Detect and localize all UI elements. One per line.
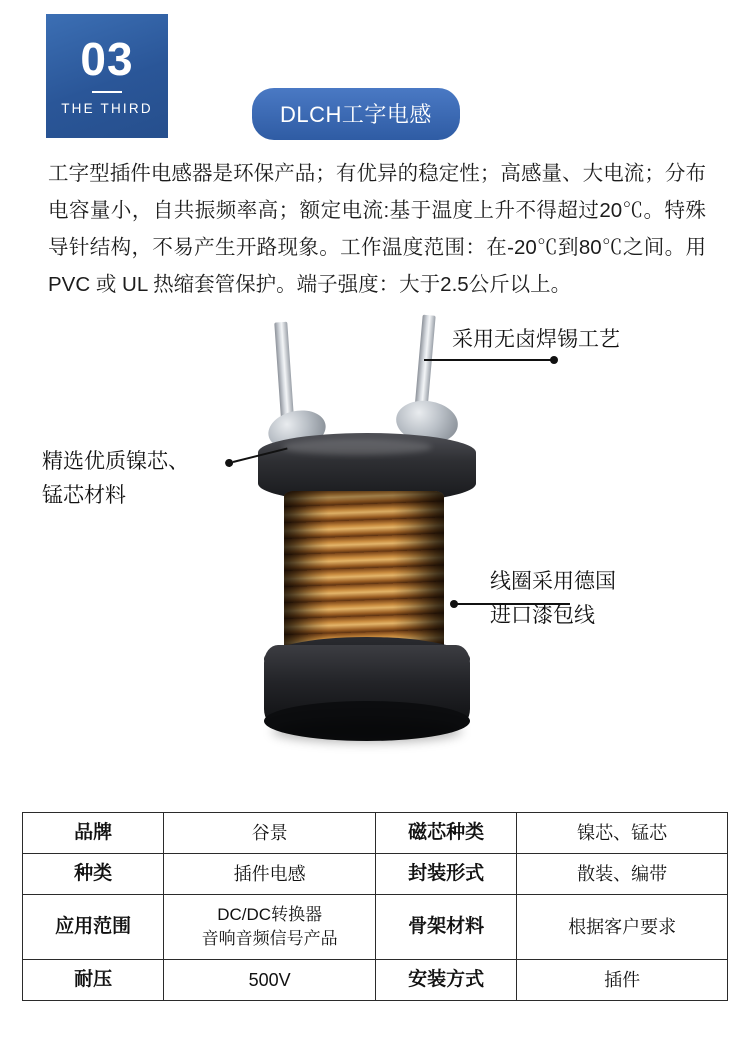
spec-value: 镍芯、锰芯: [517, 813, 728, 854]
spec-key: 耐压: [23, 960, 164, 1001]
spec-key: 磁芯种类: [376, 813, 517, 854]
spec-value: 谷景: [164, 813, 376, 854]
section-number-badge: [46, 14, 168, 138]
spec-value: DC/DC转换器 音响音频信号产品: [164, 895, 376, 960]
callout-right-line2: 进口漆包线: [490, 604, 595, 627]
spec-key: 骨架材料: [376, 895, 517, 960]
callout-left: [42, 445, 189, 513]
table-row: [23, 895, 728, 960]
callout-left-line2: 锰芯材料: [42, 484, 126, 507]
spec-key: 安装方式: [376, 960, 517, 1001]
intro-paragraph: 工字型插件电感器是环保产品；有优异的稳定性；高感量、大电流；分布电容量小，自共振频率高；额定电流:基于温度上升不得超过20℃。特殊导针结构，不易产生开路现象。工作温度范围：在-20℃到80℃之间。用 PVC 或 UL 热缩套管保护。端子强度：大于2.5公斤以上。: [48, 162, 706, 296]
spec-value: 根据客户要求: [517, 895, 728, 960]
callout-right-line1: 线圈采用德国: [490, 570, 616, 593]
spec-key: 应用范围: [23, 895, 164, 960]
spec-value: 500V: [164, 960, 376, 1001]
spec-table: [22, 812, 728, 1001]
spec-table-wrapper: [22, 812, 728, 1001]
callout-top-right: 采用无卤焊锡工艺: [452, 328, 620, 351]
table-row: [23, 854, 728, 895]
spec-table-body: [23, 813, 728, 1001]
product-illustration-area: [0, 315, 750, 785]
callout-right: [490, 565, 616, 633]
spec-value: 插件: [517, 960, 728, 1001]
spec-key: 封装形式: [376, 854, 517, 895]
badge-divider: [92, 91, 122, 93]
page-title: DLCH工字电感: [252, 88, 460, 140]
page-header: [0, 0, 750, 155]
spec-key: 品牌: [23, 813, 164, 854]
inductor-product-image: [246, 315, 496, 745]
table-row: [23, 960, 728, 1001]
callout-left-line1: 精选优质镍芯、: [42, 450, 189, 473]
spec-value: 散装、编带: [517, 854, 728, 895]
spec-value: 插件电感: [164, 854, 376, 895]
section-number: 03: [80, 33, 134, 85]
core-top-highlight: [282, 439, 432, 455]
callout-leader-top-right: [424, 359, 556, 361]
table-row: [23, 813, 728, 854]
drop-shadow: [272, 719, 462, 743]
spec-key: 种类: [23, 854, 164, 895]
section-number-subtitle: THE THIRD: [61, 101, 153, 116]
